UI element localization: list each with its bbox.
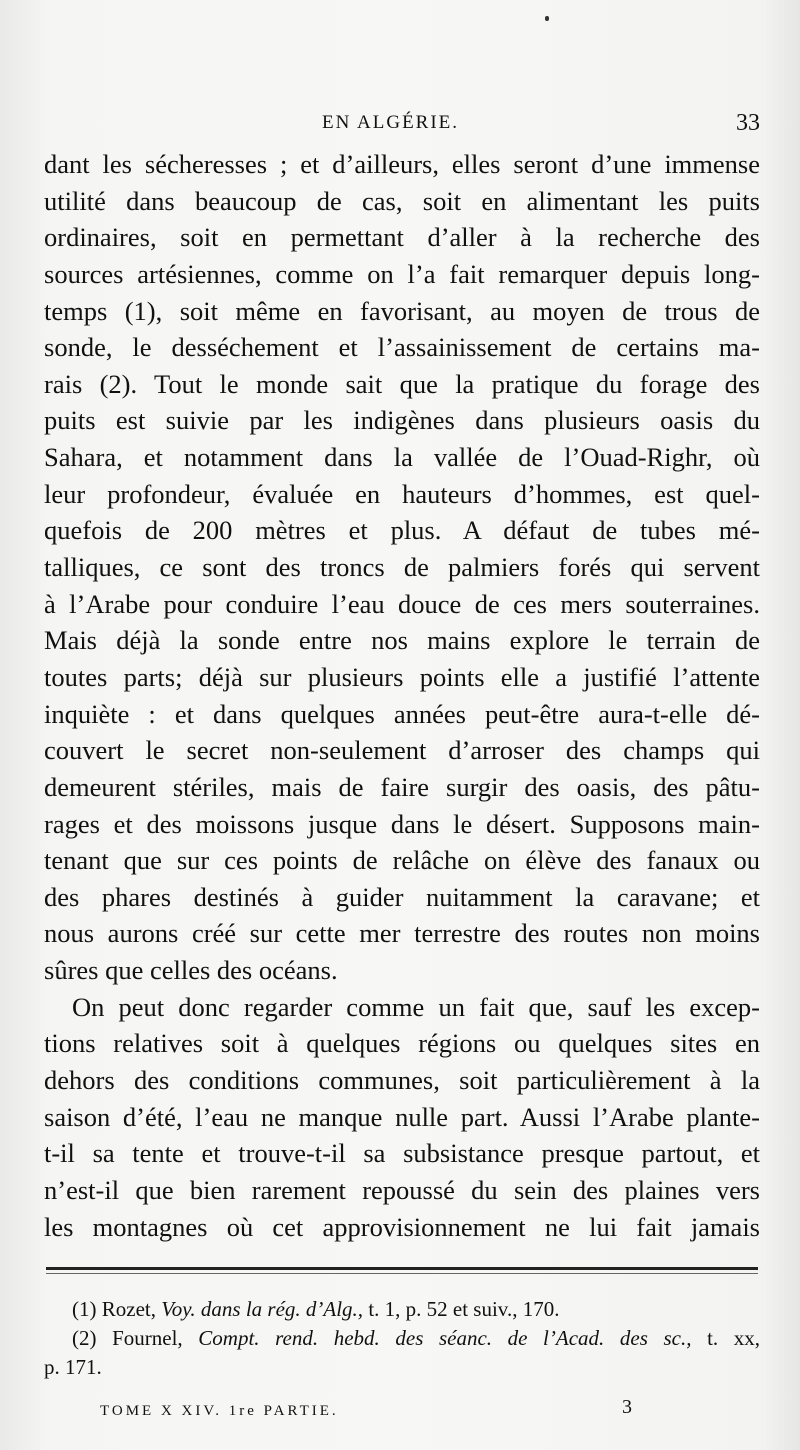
footnote-2-mark: (2) — [72, 1326, 97, 1350]
text-line: tions relatives soit à quelques régions ou quelques sites en — [44, 1028, 760, 1059]
text-line: tenant que sur ces points de relâche on élève des fanaux ou — [44, 845, 760, 876]
text-line: saison d’été, l’eau ne manque nulle part. Aussi l’Arabe plante- — [44, 1101, 760, 1132]
text-line: leur profondeur, évaluée en hauteurs d’hommes, est quel- — [44, 478, 760, 509]
text-line: rages et des moissons jusque dans le désert. Supposons main- — [44, 808, 760, 839]
footnotes — [44, 1295, 760, 1382]
body-text — [44, 146, 760, 1245]
text-line: sources artésiennes, comme on l’a fait remarquer depuis long- — [44, 258, 760, 289]
footnote-2-author: Fournel, — [112, 1326, 183, 1350]
text-line: t-il sa tente et trouve-t-il sa subsistance presque partout, et — [44, 1138, 760, 1169]
running-head — [0, 112, 800, 140]
footnote-2-continuation: p. 171. — [44, 1355, 102, 1379]
text-line: nous aurons créé sur cette mer terrestre des routes non moins — [44, 918, 760, 949]
text-line: sonde, le desséchement et l’assainissement de certains ma- — [44, 332, 760, 363]
text-line: toutes parts; déjà sur plusieurs points elle a justifié l’attente — [44, 661, 760, 692]
text-line: puits est suivie par les indigènes dans plusieurs oasis du — [44, 405, 760, 436]
footnote-1-mark: (1) — [72, 1297, 97, 1321]
signature-number: 3 — [622, 1396, 632, 1418]
text-line: rais (2). Tout le monde sait que la pratique du forage des — [44, 368, 760, 399]
footnote-2-title: Compt. rend. hebd. des séanc. de l’Acad. des sc., — [198, 1326, 692, 1350]
ink-speck — [545, 16, 549, 21]
text-line: dehors des conditions communes, soit particulièrement à la — [44, 1065, 760, 1096]
footnote-rule — [46, 1267, 758, 1270]
text-line: les montagnes où cet approvisionnement ne lui fait jamais — [44, 1211, 760, 1242]
footnote-1-title: Voy. dans la rég. d’Alg., — [161, 1297, 364, 1321]
footnote-2 — [44, 1324, 760, 1353]
running-head-title: EN ALGÉRIE. — [322, 112, 460, 133]
printer-signature: TOME X XIV. 1re PARTIE. — [100, 1403, 339, 1419]
text-line: des phares destinés à guider nuitamment la caravane; et — [44, 881, 760, 912]
text-line: quefois de 200 mètres et plus. A défaut de tubes mé- — [44, 515, 760, 546]
text-line: dant les sécheresses ; et d’ailleurs, elles seront d’une immense — [44, 149, 760, 179]
text-line: utilité dans beaucoup de cas, soit en alimentant les puits — [44, 185, 760, 216]
text-line: inquiète : et dans quelques années peut-être aura-t-elle dé- — [44, 698, 760, 729]
footnote-1 — [44, 1295, 760, 1324]
text-line: temps (1), soit même en favorisant, au moyen de trous de — [44, 295, 760, 326]
text-line: demeurent stériles, mais de faire surgir des oasis, des pâtu- — [44, 771, 760, 802]
text-line: ordinaires, soit en permettant d’aller à la recherche des — [44, 222, 760, 253]
paragraph-end-line: sûres que celles des océans. — [44, 955, 338, 986]
text-line: Mais déjà la sonde entre nos mains explore le terrain de — [44, 625, 760, 656]
text-line: n’est-il que bien rarement repoussé du sein des plaines vers — [44, 1174, 760, 1205]
page-number: 33 — [736, 110, 760, 136]
text-line: talliques, ce sont des troncs de palmiers forés qui servent — [44, 552, 760, 583]
footnote-rule-thin — [46, 1273, 758, 1274]
text-line: à l’Arabe pour conduire l’eau douce de ces mers souterraines. — [44, 588, 760, 619]
text-line: couvert le secret non-seulement d’arroser des champs qui — [44, 735, 760, 766]
footnote-1-rest: t. 1, p. 52 et suiv., 170. — [368, 1297, 560, 1321]
paragraph-start-line: On peut donc regarder comme un fait que, sauf les excep- — [72, 991, 760, 1022]
text-line: Sahara, et notamment dans la vallée de l’Ouad-Righr, où — [44, 442, 760, 473]
footnote-2-rest: t. xx, — [707, 1326, 761, 1350]
footnote-1-author: Rozet, — [101, 1297, 156, 1321]
